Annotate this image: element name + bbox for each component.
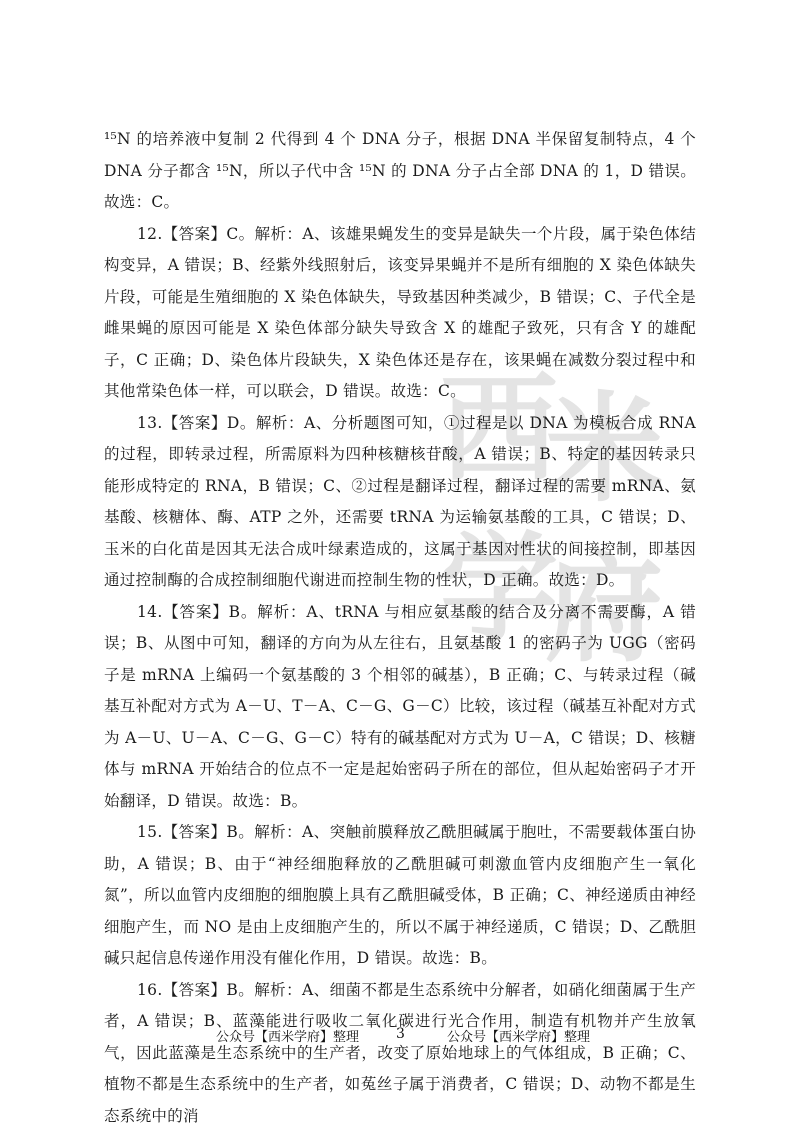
watermark-char: 米	[545, 390, 663, 508]
answer-15: 15.【答案】B。解析：A、突触前膜释放乙酰胆碱属于胞吐，不需要载体蛋白协助，A 错误；B、由于“神经细胞释放的乙酰胆碱可刺激血管内皮细胞产生一氧化氮”，所以血管内皮细胞的细胞膜上具有乙酰胆碱受体，B 正确；C、神经递质由神经细胞产生，而 NO 是由上皮细胞产生的，所以不属于神经递质，C 错误；D、乙酰胆碱只起信息传递作用没有催化作用，D 错误。故选：B。	[104, 817, 696, 975]
answer-14: 14.【答案】B。解析：A、tRNA 与相应氨基酸的结合及分离不需要酶，A 错误；B、从图中可知，翻译的方向为从左往右，且氨基酸 1 的密码子为 UGG（密码子是 mRNA 上编码一个氨基酸的 3 个相邻的碱基），B 正确；C、与转录过程（碱基互补配对方式为 A－U、T－A、C－G、G－C）比较，该过程（碱基互补配对方式为 A－U、U－A、C－G、G－C）特有的碱基配对方式为 U－A，C 错误；D、核糖体与 mRNA 开始结合的位点不一定是起始密码子所在的部位，但从起始密码子才开始翻译，D 错误。故选：B。	[104, 597, 696, 818]
footer-left-credit: 公众号【西米学府】整理	[216, 1026, 359, 1045]
paragraph-continued: ¹⁵N 的培养液中复制 2 代得到 4 个 DNA 分子，根据 DNA 半保留复制特点，4 个 DNA 分子都含 ¹⁵N，所以子代中含 ¹⁵N 的 DNA 分子占全部 DNA 的 1，D 错误。故选：C。	[104, 124, 696, 219]
answer-13: 13.【答案】D。解析：A、分析题图可知，①过程是以 DNA 为模板合成 RNA 的过程，即转录过程，所需原料为四种核糖核苷酸，A 错误；B、特定的基因转录只能形成特定的 RNA，B 错误；C、②过程是翻译过程，翻译过程的需要 mRNA、氨基酸、核糖体、酶、ATP 之外，还需要 tRNA 为运输氨基酸的工具，C 错误；D、玉米的白化苗是因其无法合成叶绿素造成的，这属于基因对性状的间接控制，即基因通过控制酶的合成控制细胞代谢进而控制生物的性状，D 正确。故选：D。	[104, 408, 696, 597]
watermark-char: 府	[545, 550, 663, 668]
watermark-char: 学	[440, 530, 558, 648]
answer-12: 12.【答案】C。解析：A、该雄果蝇发生的变异是缺失一个片段，属于染色体结构变异，A 错误；B、经紫外线照射后，该变异果蝇并不是所有细胞的 X 染色体缺失片段，可能是生殖细胞的 X 染色体缺失，导致基因种类减少，B 错误；C、子代全是雌果蝇的原因可能是 X 染色体部分缺失导致含 X 的雄配子致死，只有含 Y 的雄配子，C 正确；D、染色体片段缺失，X 染色体还是存在，该果蝇在减数分裂过程中和其他常染色体一样，可以联会，D 错误。故选：C。	[104, 219, 696, 408]
page-number: 3	[396, 1026, 405, 1042]
footer-right-credit: 公众号【西米学府】整理	[447, 1026, 590, 1045]
watermark-char: 西	[440, 370, 558, 488]
answer-body	[104, 124, 696, 1132]
answer-16: 16.【答案】B。解析：A、细菌不都是生态系统中分解者，如硝化细菌属于生产者，A 错误；B、蓝藻能进行吸收二氧化碳进行光合作用，制造有机物并产生放氧气，因此蓝藻是生态系统中的生产者，改变了原始地球上的气体组成，B 正确；C、植物不都是生态系统中的生产者，如菟丝子属于消费者，C 错误；D、动物不都是生态系统中的消	[104, 975, 696, 1132]
